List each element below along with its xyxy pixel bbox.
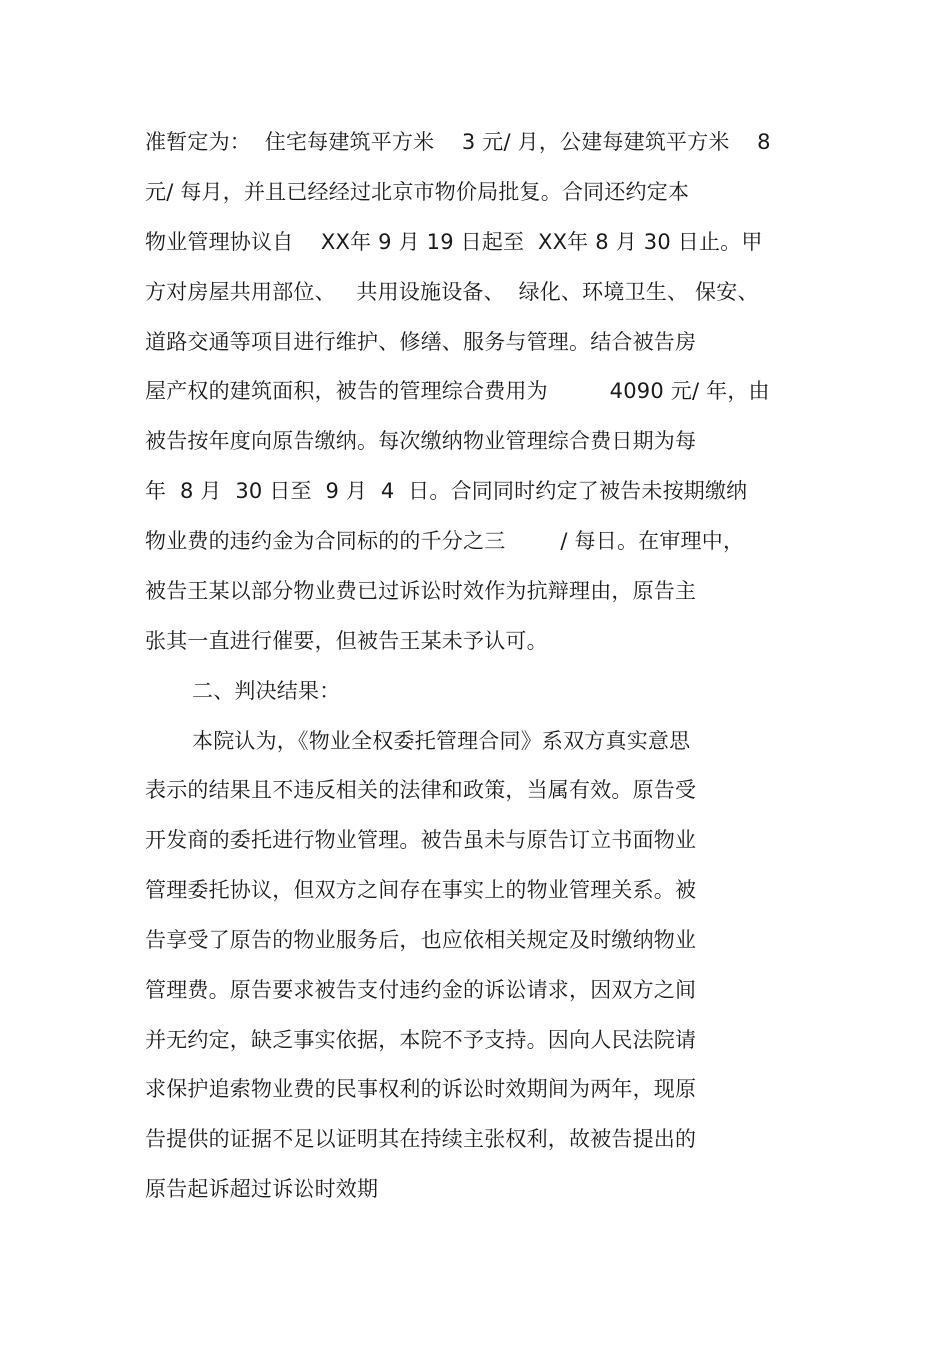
text-line: 原告起诉超过诉讼时效期	[145, 1177, 379, 1201]
text-line: 开发商的委托进行物业管理。被告虽未与原告订立书面物业	[145, 828, 697, 852]
text-line: 元/ 每月，并且已经经过北京市物价局批复。合同还约定本	[145, 180, 690, 204]
text-line: 年 8 月 30 日至 9 月 4 日。合同同时约定了被告未按期缴纳	[145, 479, 748, 503]
paragraph-first-line: 本院认为，《物业全权委托管理合同》系双方真实意思	[192, 729, 691, 753]
text-line: 方对房屋共用部位、 共用设施设备、 绿化、环境卫生、 保安、	[145, 280, 759, 304]
text-line: 道路交通等项目进行维护、修缮、服务与管理。结合被告房	[145, 330, 697, 354]
text-line: 表示的结果且不违反相关的法律和政策，当属有效。原告受	[145, 778, 697, 802]
text-line: 物业管理协议自 XX年 9 月 19 日起至 XX年 8 月 30 日止。甲	[145, 230, 763, 254]
text-line: 物业费的违约金为合同标的的千分之三 / 每日。在审理中，	[145, 529, 745, 553]
text-line: 被告王某以部分物业费已过诉讼时效作为抗辩理由，原告主	[145, 579, 697, 603]
text-line: 张其一直进行催要，但被告王某未予认可。	[145, 629, 548, 653]
section-heading: 二、判决结果：	[192, 679, 341, 703]
text-line: 管理委托协议，但双方之间存在事实上的物业管理关系。被	[145, 878, 697, 902]
text-line: 被告按年度向原告缴纳。每次缴纳物业管理综合费日期为每	[145, 429, 697, 453]
text-line: 屋产权的建筑面积，被告的管理综合费用为 4090 元/ 年，由	[145, 379, 770, 403]
text-line: 准暂定为： 住宅每建筑平方米 3 元/ 月，公建每建筑平方米 8	[145, 130, 771, 154]
text-line: 告提供的证据不足以证明其在持续主张权利，故被告提出的	[145, 1127, 697, 1151]
text-line: 求保护追索物业费的民事权利的诉讼时效期间为两年，现原	[145, 1077, 697, 1101]
text-line: 并无约定，缺乏事实依据，本院不予支持。因向人民法院请	[145, 1028, 697, 1052]
text-line: 管理费。原告要求被告支付违约金的诉讼请求，因双方之间	[145, 978, 697, 1002]
text-line: 告享受了原告的物业服务后，也应依相关规定及时缴纳物业	[145, 928, 697, 952]
